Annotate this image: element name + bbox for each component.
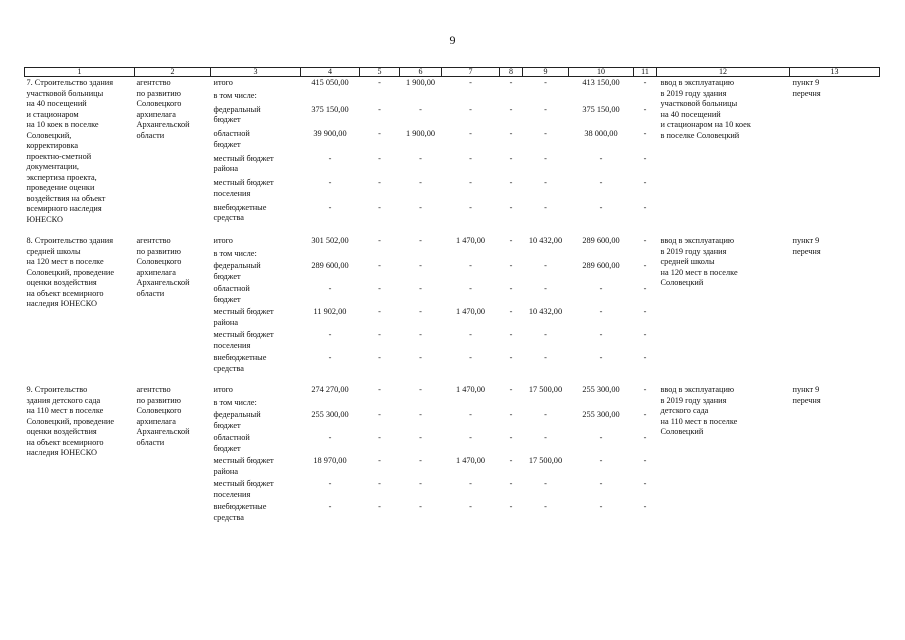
funding-source-label: областной бюджет [213, 433, 250, 453]
amount-cell: - [509, 104, 513, 114]
funding-source-label: местный бюджет поселения [213, 178, 274, 198]
amount-cell [500, 248, 523, 261]
amount-cell [360, 248, 400, 261]
amount-cell: - [509, 479, 513, 488]
amount-cell: 1 470,00 [455, 456, 486, 465]
amount-cell: - [469, 479, 472, 488]
amount-cell: - [419, 353, 422, 362]
amount-cell [634, 248, 657, 261]
amount-cell: - [419, 236, 422, 245]
amount-cell: - [419, 410, 422, 419]
amount-cell: - [544, 410, 547, 419]
amount-cell: 17 500,00 [528, 456, 563, 465]
amount-cell: 255 300,00 [311, 410, 349, 419]
column-number: 9 [523, 68, 569, 77]
amount-cell: - [378, 236, 381, 245]
funding-source-label: местный бюджет поселения [213, 479, 274, 499]
amount-cell: - [643, 433, 647, 442]
amount-cell: 1 470,00 [455, 236, 486, 245]
amount-cell: - [643, 78, 647, 87]
amount-cell: - [419, 261, 422, 270]
column-number: 6 [400, 68, 442, 77]
funding-source-label: в том числе: [213, 248, 257, 258]
amount-cell: - [599, 307, 603, 316]
amount-cell: - [544, 202, 547, 212]
amount-cell: - [599, 284, 603, 293]
amount-cell: - [378, 284, 381, 293]
amount-cell: 375 150,00 [582, 104, 620, 114]
spacer-cell [25, 226, 880, 235]
amount-cell: - [509, 307, 513, 316]
amount-cell: 39 900,00 [313, 129, 347, 139]
amount-cell: - [509, 178, 513, 188]
amount-cell: - [378, 502, 381, 511]
amount-cell: - [509, 78, 513, 87]
amount-cell [634, 397, 657, 410]
amount-cell: - [378, 410, 381, 419]
funding-source-label: федеральный бюджет [213, 261, 261, 281]
funding-source-label: местный бюджет района [213, 456, 274, 476]
amount-cell: - [469, 178, 472, 188]
amount-cell: - [643, 479, 647, 488]
amount-cell: - [599, 456, 603, 465]
list-reference: пункт 9 перечня [792, 78, 821, 98]
funding-source-label: в том числе: [213, 91, 257, 101]
funding-source-label: внебюджетные средства [213, 502, 267, 522]
amount-cell [569, 248, 634, 261]
amount-cell: - [544, 104, 547, 114]
amount-cell: - [544, 502, 547, 511]
amount-cell: 1 900,00 [405, 129, 436, 139]
amount-cell: 375 150,00 [311, 104, 349, 114]
amount-cell: - [469, 129, 472, 139]
amount-cell: - [378, 153, 381, 163]
amount-cell [400, 397, 442, 410]
amount-cell: 1 900,00 [405, 78, 436, 87]
funding-source-label: итого [213, 236, 233, 245]
amount-cell: - [643, 129, 647, 139]
amount-cell: - [378, 202, 381, 212]
amount-cell: - [378, 78, 381, 87]
amount-cell: - [328, 502, 332, 511]
amount-cell: - [419, 284, 422, 293]
amount-cell: 415 050,00 [311, 78, 349, 87]
amount-cell: - [328, 284, 332, 293]
amount-cell: - [509, 261, 513, 270]
amount-cell: - [378, 307, 381, 316]
amount-cell: - [378, 385, 381, 394]
amount-cell: 10 432,00 [528, 236, 563, 245]
amount-cell: - [643, 153, 647, 163]
amount-cell: - [328, 178, 332, 188]
project-description: 7. Строительство здания участковой больницы на 40 посещений и стационаром на 10 коек в поселке Соловецкий, корректировка проектно-сметной документации, экспертиза проекта, проведение оценки воздействия на объект всемирного наследия ЮНЕСКО [26, 78, 114, 224]
funding-source-label: внебюджетные средства [213, 353, 267, 373]
amount-cell: - [509, 353, 513, 362]
funding-source-label: местный бюджет района [213, 307, 274, 327]
amount-cell: 255 300,00 [582, 385, 620, 394]
amount-cell: - [599, 330, 603, 339]
amount-cell: - [378, 433, 381, 442]
amount-cell: - [469, 202, 472, 212]
amount-cell: - [419, 202, 422, 212]
amount-cell: 301 502,00 [311, 236, 349, 245]
column-number: 8 [500, 68, 523, 77]
amount-cell: - [378, 330, 381, 339]
column-number-row [25, 68, 880, 77]
amount-cell: 289 600,00 [582, 236, 620, 245]
amount-cell: - [419, 502, 422, 511]
column-number: 1 [25, 68, 135, 77]
amount-cell: - [469, 433, 472, 442]
project-description: 8. Строительство здания средней школы на 120 мест в поселке Соловецкий, проведение оценки воздействия на объект всемирного наследия ЮНЕСКО [26, 236, 115, 308]
amount-cell: - [328, 353, 332, 362]
column-number: 5 [360, 68, 400, 77]
page-number: 9 [449, 33, 456, 47]
funding-source-label: итого [213, 385, 233, 394]
amount-cell: - [419, 479, 422, 488]
amount-cell: - [509, 502, 513, 511]
amount-cell: - [378, 261, 381, 270]
amount-cell: - [544, 284, 547, 293]
amount-cell: - [469, 330, 472, 339]
funding-source-label: местный бюджет района [213, 153, 274, 174]
amount-cell [301, 248, 360, 261]
amount-cell [634, 90, 657, 103]
amount-cell [569, 397, 634, 410]
amount-cell: - [643, 456, 647, 465]
amount-cell: - [378, 479, 381, 488]
amount-cell: 1 470,00 [455, 307, 486, 316]
amount-cell: - [509, 433, 513, 442]
amount-cell: - [509, 330, 513, 339]
amount-cell: - [599, 433, 603, 442]
amount-cell: 17 500,00 [528, 385, 563, 394]
amount-cell: - [419, 153, 422, 163]
amount-cell: - [469, 78, 472, 87]
funding-source-label: федеральный бюджет [213, 410, 261, 430]
amount-cell: 11 902,00 [313, 307, 347, 316]
budget-row [25, 384, 880, 397]
amount-cell [523, 397, 569, 410]
budget-row [25, 235, 880, 248]
amount-cell [400, 248, 442, 261]
amount-cell: - [378, 353, 381, 362]
amount-cell: - [419, 456, 422, 465]
amount-cell: - [544, 178, 547, 188]
amount-cell [523, 90, 569, 103]
funding-source-label: внебюджетные средства [213, 202, 267, 222]
amount-cell: - [544, 153, 547, 163]
amount-cell: - [509, 202, 513, 212]
amount-cell: - [419, 433, 422, 442]
amount-cell: 413 150,00 [582, 78, 620, 87]
amount-cell: - [643, 307, 647, 316]
column-number: 4 [301, 68, 360, 77]
amount-cell: 255 300,00 [582, 410, 620, 419]
amount-cell: - [544, 78, 547, 87]
spacer-cell [25, 375, 880, 384]
amount-cell: - [599, 178, 603, 188]
expected-result: ввод в эксплуатацию в 2019 году здания детского сада на 110 мест в поселке Соловецкий [660, 385, 738, 436]
amount-cell [442, 90, 500, 103]
column-number: 3 [211, 68, 301, 77]
amount-cell: - [328, 330, 332, 339]
amount-cell: - [378, 129, 381, 139]
expected-result: ввод в эксплуатацию в 2019 году здания средней школы на 120 мест в поселке Соловецкий [660, 236, 738, 287]
amount-cell: - [328, 153, 332, 163]
funding-source-label: итого [213, 78, 233, 87]
amount-cell: - [544, 479, 547, 488]
amount-cell: - [643, 353, 647, 362]
amount-cell: - [544, 129, 547, 139]
amount-cell [360, 397, 400, 410]
amount-cell: - [469, 502, 472, 511]
amount-cell [301, 397, 360, 410]
responsible-agency: агентство по развитию Соловецкого архипелага Архангельской области [136, 385, 190, 447]
amount-cell: - [509, 385, 513, 394]
amount-cell: - [469, 104, 472, 114]
amount-cell: 289 600,00 [311, 261, 349, 270]
amount-cell: - [544, 433, 547, 442]
list-reference: пункт 9 перечня [792, 236, 821, 256]
amount-cell: - [419, 178, 422, 188]
amount-cell: - [643, 104, 647, 114]
amount-cell: - [328, 433, 332, 442]
amount-cell: - [469, 153, 472, 163]
amount-cell: - [469, 353, 472, 362]
amount-cell: - [599, 153, 603, 163]
amount-cell: - [378, 104, 381, 114]
amount-cell: - [509, 284, 513, 293]
amount-cell: - [643, 502, 647, 511]
column-number: 2 [135, 68, 211, 77]
amount-cell: - [643, 261, 647, 270]
amount-cell: - [544, 330, 547, 339]
section-spacer [25, 226, 880, 235]
amount-cell: - [643, 385, 647, 394]
amount-cell: - [378, 178, 381, 188]
amount-cell [301, 90, 360, 103]
amount-cell: 10 432,00 [528, 307, 563, 316]
amount-cell: - [469, 284, 472, 293]
amount-cell: 38 000,00 [584, 129, 618, 139]
amount-cell [523, 248, 569, 261]
funding-source-label: областной бюджет [213, 284, 250, 304]
amount-cell: - [469, 261, 472, 270]
amount-cell: 274 270,00 [311, 385, 349, 394]
section-spacer [25, 375, 880, 384]
amount-cell [360, 90, 400, 103]
responsible-agency: агентство по развитию Соловецкого архипелага Архангельской области [136, 236, 190, 298]
amount-cell [569, 90, 634, 103]
amount-cell: - [599, 502, 603, 511]
amount-cell: - [419, 307, 422, 316]
amount-cell: - [509, 129, 513, 139]
amount-cell [442, 397, 500, 410]
amount-cell: - [599, 479, 603, 488]
amount-cell: - [419, 385, 422, 394]
responsible-agency: агентство по развитию Соловецкого архипелага Архангельской области [136, 78, 190, 140]
amount-cell: 1 470,00 [455, 385, 486, 394]
amount-cell [400, 90, 442, 103]
amount-cell [442, 248, 500, 261]
amount-cell: - [328, 479, 332, 488]
amount-cell: - [509, 236, 513, 245]
column-number: 11 [634, 68, 657, 77]
funding-source-label: в том числе: [213, 397, 257, 407]
amount-cell: - [509, 410, 513, 419]
amount-cell [500, 397, 523, 410]
amount-cell [500, 90, 523, 103]
amount-cell: - [509, 456, 513, 465]
amount-cell: - [643, 236, 647, 245]
amount-cell: - [469, 410, 472, 419]
funding-source-label: областной бюджет [213, 129, 250, 149]
amount-cell: - [643, 202, 647, 212]
amount-cell: - [544, 353, 547, 362]
amount-cell: 289 600,00 [582, 261, 620, 270]
column-number: 10 [569, 68, 634, 77]
amount-cell: 18 970,00 [313, 456, 347, 465]
amount-cell: - [419, 104, 422, 114]
program-table [24, 67, 880, 524]
amount-cell: - [544, 261, 547, 270]
amount-cell: - [509, 153, 513, 163]
list-reference: пункт 9 перечня [792, 385, 821, 405]
amount-cell: - [643, 178, 647, 188]
amount-cell: - [419, 330, 422, 339]
amount-cell: - [328, 202, 332, 212]
amount-cell: - [643, 330, 647, 339]
budget-row [25, 77, 880, 91]
funding-source-label: местный бюджет поселения [213, 330, 274, 350]
amount-cell: - [643, 284, 647, 293]
amount-cell: - [599, 353, 603, 362]
amount-cell: - [643, 410, 647, 419]
amount-cell: - [599, 202, 603, 212]
column-number: 7 [442, 68, 500, 77]
column-number: 13 [790, 68, 880, 77]
project-description: 9. Строительство здания детского сада на 110 мест в поселке Соловецкий, проведение оценки воздействия на объект всемирного наследия ЮНЕСКО [26, 385, 115, 457]
expected-result: ввод в эксплуатацию в 2019 году здания участковой больницы на 40 посещений и стационаром на 10 коек в поселке Соловецкий [660, 78, 751, 140]
amount-cell: - [378, 456, 381, 465]
column-number: 12 [657, 68, 790, 77]
funding-source-label: федеральный бюджет [213, 104, 261, 125]
